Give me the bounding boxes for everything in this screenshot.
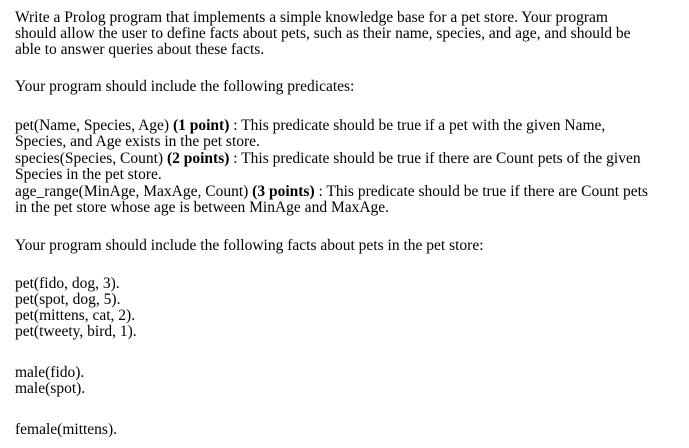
predicate-species-desc-1: : This predicate should be true if there are Count pets of the given	[233, 150, 641, 167]
pet-fact: pet(mittens, cat, 2).	[15, 307, 136, 324]
pet-fact: pet(tweety, bird, 1).	[15, 323, 137, 340]
intro-line-2: should allow the user to define facts about pets, such as their name, species, and age, and should be	[15, 25, 631, 42]
predicate-species-signature: species(Species, Count)	[15, 150, 164, 167]
male-fact: male(spot).	[15, 380, 86, 397]
male-fact: male(fido).	[15, 364, 85, 381]
predicate-age-range-desc-1: : This predicate should be true if there are Count pets	[318, 183, 648, 200]
intro-line-1: Write a Prolog program that implements a simple knowledge base for a pet store. Your program	[15, 9, 608, 26]
predicate-pet-desc-2: Species, and Age exists in the pet store.	[15, 133, 260, 150]
predicate-age-range-signature: age_range(MinAge, MaxAge, Count)	[15, 183, 249, 200]
predicate-age-range-desc-2: in the pet store whose age is between MinAge and MaxAge.	[15, 199, 390, 216]
predicate-age-range-points: (3 points)	[252, 183, 315, 200]
intro-line-3: able to answer queries about these facts.	[15, 41, 265, 58]
predicate-pet-points: (1 point)	[172, 117, 230, 134]
facts-heading: Your program should include the following facts about pets in the pet store:	[15, 237, 484, 254]
predicates-heading: Your program should include the following predicates:	[15, 78, 355, 95]
pet-fact: pet(spot, dog, 5).	[15, 291, 121, 308]
predicate-pet-signature: pet(Name, Species, Age)	[15, 117, 170, 134]
predicate-species-line-1	[15, 151, 641, 167]
predicate-pet-desc-1: : This predicate should be true if a pet with the given Name,	[233, 117, 606, 134]
predicate-species-desc-2: Species in the pet store.	[15, 166, 162, 183]
predicate-species-points: (2 points)	[166, 150, 230, 167]
predicate-pet-line-1	[15, 118, 605, 134]
female-fact: female(mittens).	[15, 421, 117, 438]
pet-fact: pet(fido, dog, 3).	[15, 275, 120, 292]
predicate-age-range-line-1	[15, 184, 648, 200]
